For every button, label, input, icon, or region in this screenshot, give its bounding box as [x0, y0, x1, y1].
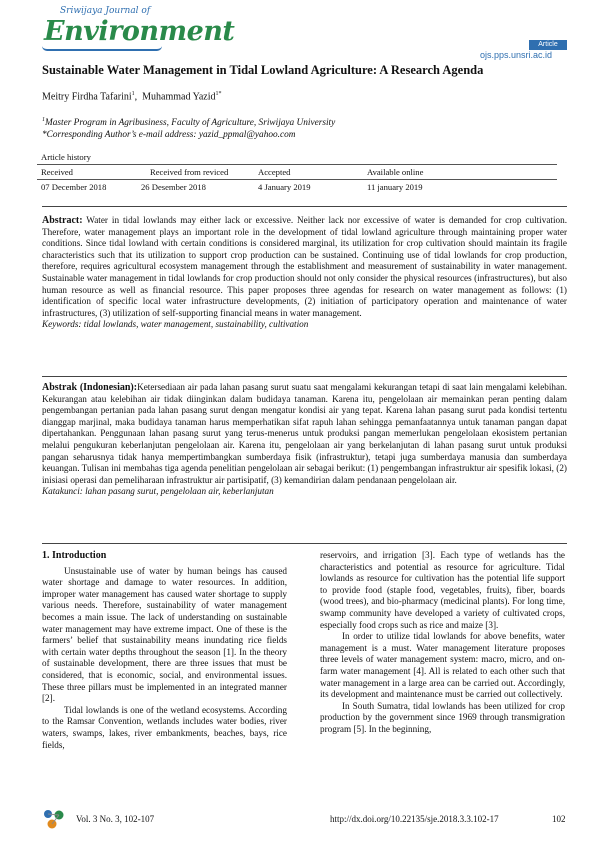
journal-site-link[interactable]: ojs.pps.unsri.ac.id [480, 50, 553, 60]
section-divider [42, 543, 567, 544]
history-header: Received [41, 167, 73, 177]
page-footer [42, 808, 567, 830]
article-type-badge: Article [529, 40, 567, 50]
corresponding-author: *Corresponding Author’s e-mail address: yazid_ppmal@yahoo.com [42, 130, 296, 141]
paragraph: In South Sumatra, tidal lowlands has been utilized for crop production by the government since 1969 through transmigration program [5]. In the beginning, [320, 700, 565, 734]
abstrak-text: Ketersediaan air pada lahan pasang surut suatu saat mengalami kekurangan tetapi di saat lain mengalami kelebihan. Kekurangan atau kelebihan air tidak diinginkan dalam budidaya tanaman. Karena itu, pengelolaan air memainkan peran penting dalam pengembangan pertanian pada lahan pasang surut dengan mengatur kondisi air yang tepat. Karena lahan pasang surut pada kondisi tertentu dianggap marjinal, maka budidaya tanaman harus memperhatikan sifat rapuh lahan sehingga pemanfaatannya untuk tanaman pangan dapat dipertahankan. Penggunaan lahan pasang surut yang terus-menerus untuk produksi pangan memerlukan pengelolaan ekosistem pertanian melalui pengukuran keberlanjutan pengelolaan air. Karena itu, pengelolaan air yang berkelanjutan di lahan pasang surut untuk produksi pangan seharusnya tidak hanya mempertimbangkan sumberdaya fisik (infrastruktur), tetapi juga sumberdaya manusia dan sumberdaya keuangan. Tulisan ini membahas tiga agenda penelitian pengelolaan air sebagai berikut: (1) pengembangan infrastruktur air spesifik lokasi, (2) inisiasi operasi dan pemeliharaan infrastruktur air partisipatif, (3) kemandirian dalam pendanaan pengelolaan air. [42, 382, 567, 485]
history-header-row [37, 165, 557, 179]
left-column [42, 550, 287, 751]
volume-info: Vol. 3 No. 3, 102-107 [76, 814, 155, 824]
journal-molecule-icon [42, 808, 68, 830]
keywords: Keywords: tidal lowlands, water management, sustainability, cultivation [42, 319, 309, 330]
right-column [320, 550, 565, 736]
abstrak-heading: Abstrak (Indonesian): [42, 382, 138, 393]
history-value: 07 December 2018 [41, 182, 107, 192]
history-value: 26 Desember 2018 [141, 182, 206, 192]
history-header: Available online [367, 167, 424, 177]
history-header: Accepted [258, 167, 291, 177]
paragraph: In order to utilize tidal lowlands for above benefits, water management is a must. Water management literature proposes three levels of water management system: macro, micro, and on-farm water management [4]. All is related to each other such that water management in a large area can be carried out. Accordingly, its development and maintenance must be carried out collectively. [320, 631, 565, 700]
paragraph: reservoirs, and irrigation [3]. Each type of wetlands has the characteristics and potential as resource for agriculture. Tidal lowlands as resource for cultivation has the potential life support to provide food (staple food, vegetables, fruits), fiber, boards (wood trees), and bio-pharmacy (medicinal plants). For long time, swamp community have developed a variety of cultivated crops, especially food crops such as rice and maize [3]. [320, 550, 565, 630]
paragraph: Unsustainable use of water by human beings has caused water shortage and damage to water resources. In addition, improper water management has caused water shortage to supply various needs. Therefore, sustainability of water management becomes a main issue. The lack of understanding on sustainable water management may have extreme impact. One of these is the farmers’ belief that sustainability means inundating rice fields with certain water depths throughout the season [1]. In the theory of sustainable development, there are three issues that must be considered, that is economic, social, and environmental issues. These three pillars must be implemented in an integrated manner [2]. [42, 565, 287, 704]
katakunci: Katakunci: lahan pasang surut, pengelolaan air, keberlanjutan [42, 486, 274, 497]
page-number: 102 [552, 814, 566, 824]
logo-subtitle: Sriwijaya Journal of [60, 6, 151, 16]
section-divider [42, 376, 567, 377]
logo-swoosh [42, 46, 162, 51]
author-affil-mark: 1* [215, 91, 222, 97]
journal-logo [42, 6, 235, 62]
author-name: Meitry Firdha Tafarini [42, 91, 132, 103]
abstract-heading: Abstract: [42, 215, 83, 226]
history-value: 11 january 2019 [367, 182, 423, 192]
author-name: Muhammad Yazid [142, 91, 216, 103]
history-label: Article history [41, 152, 91, 162]
logo-title: Environment [44, 16, 235, 47]
author-list: Meitry Firdha Tafarini$^1$, Muhammad Yazid$^{1*}$ [42, 91, 222, 103]
history-header: Received from reviced [150, 167, 229, 177]
history-value-row [37, 180, 557, 194]
doi-link[interactable]: http://dx.doi.org/10.22135/sje.2018.3.3.102-17 [330, 814, 499, 824]
section-divider [42, 206, 567, 207]
abstract-text: Water in tidal lowlands may either lack or excessive. Neither lack nor excessive of water is demanded for crop cultivation. Therefore, water management plays an important role in the development of tidal lowland agriculture through maintaining proper water conditions. Since tidal lowland with certain conditions is considered marginal, its utilization for crop cultivation should maintain its fragile characteristics such that its utilization to support crop production can be sustained. Continuing use of tidal lowlands for crop production, therefore, requires agricultural ecosystem management through the establishment and measurement of sustainability in water management. Sustainable water management in tidal lowlands for crop production should not only consider the physical resources (infrastructures), but also human resource as well as financial resource. This paper proposes three agendas for research on water management as follows: (1) identification of specific local water infrastructure developments, (2) initiation of participatory operation and maintenance of water infrastructures, (3) utilization of self-supporting financial means in water management. [42, 215, 567, 318]
abstrak [42, 382, 567, 498]
author-affil-mark: 1 [131, 91, 135, 97]
paragraph: Tidal lowlands is one of the wetland ecosystems. According to the Ramsar Convention, wetlands includes water bodies, river waters, swamps, lakes, river embankments, beaches, bays, rice fields, [42, 704, 287, 750]
abstract [42, 215, 567, 331]
paper-title: Sustainable Water Management in Tidal Lowland Agriculture: A Research Agenda [42, 63, 484, 77]
article-history [37, 152, 557, 194]
history-value: 4 January 2019 [258, 182, 311, 192]
affiliation [42, 114, 335, 141]
section-heading: 1. Introduction [42, 550, 107, 561]
affil-mark: 1 [42, 117, 45, 123]
affiliation-text: Master Program in Agribusiness, Faculty of Agriculture, Sriwijaya University [45, 118, 336, 129]
